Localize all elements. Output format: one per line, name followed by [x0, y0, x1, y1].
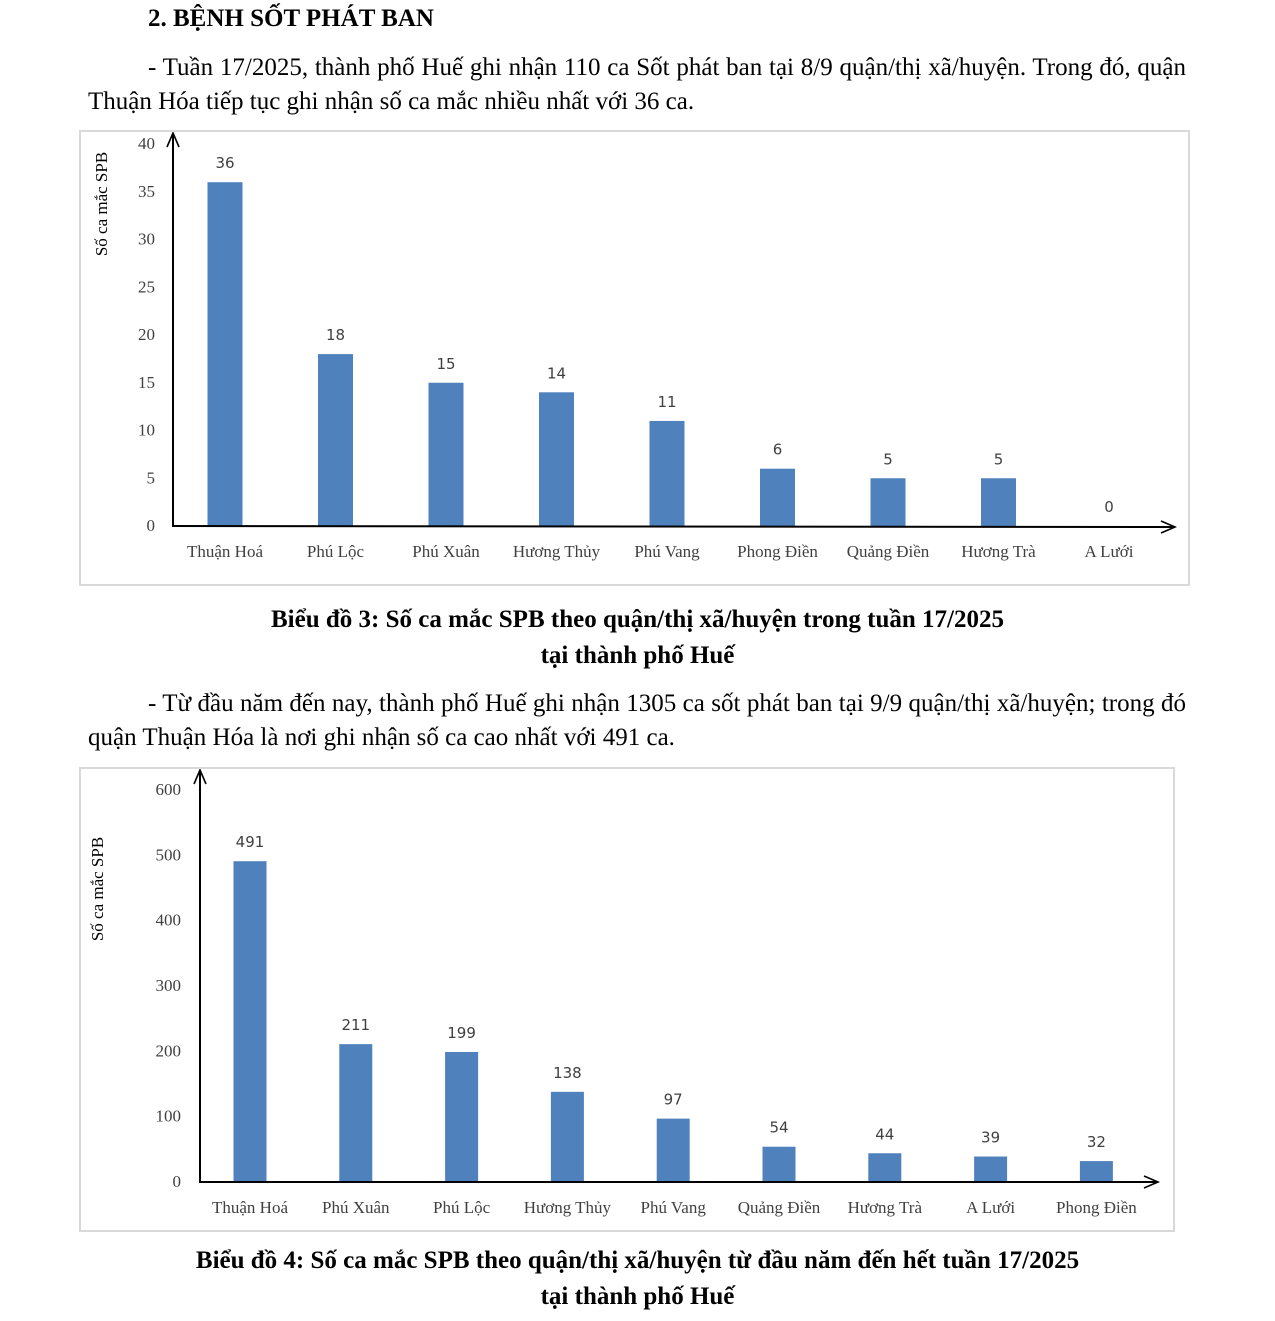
- bar: [539, 392, 574, 526]
- bar: [650, 421, 685, 526]
- y-tick-label: 25: [138, 277, 155, 297]
- y-tick-label: 300: [155, 976, 181, 995]
- paragraph-weekly-summary: - Tuần 17/2025, thành phố Huế ghi nhận 110 ca Sốt phát ban tại 8/9 quận/thị xã/huyện. Trong đó, quận Thuận Hóa tiếp tục ghi nhận số ca mắc nhiều nhất với 36 ca.: [88, 54, 1186, 115]
- bar: [339, 1044, 372, 1182]
- y-tick-label: 10: [138, 420, 155, 440]
- y-tick-label: 200: [155, 1041, 181, 1061]
- chart-weekly-svg: [81, 132, 1188, 584]
- section-heading: 2. BỆNH SỐT PHÁT BAN: [148, 5, 434, 32]
- data-label: 138: [553, 1063, 582, 1082]
- y-tick-label: 20: [138, 325, 155, 344]
- bar: [445, 1052, 478, 1182]
- x-tick-label: Phú Vang: [640, 1198, 706, 1217]
- data-label: 14: [546, 364, 567, 383]
- x-tick-label: Thuận Hoá: [186, 542, 264, 561]
- bar: [208, 182, 243, 526]
- bar: [871, 478, 906, 526]
- x-tick-label: Phú Vang: [634, 542, 700, 561]
- y-tick-label: 600: [155, 780, 181, 799]
- x-tick-label: Phú Lộc: [433, 1198, 491, 1217]
- bar: [763, 1147, 796, 1182]
- data-label: 44: [875, 1125, 895, 1144]
- data-label: 15: [436, 354, 456, 373]
- x-tick-label: A Lưới: [966, 1198, 1016, 1217]
- data-label: 11: [657, 392, 677, 411]
- y-tick-label: 400: [155, 910, 181, 930]
- chart-weekly-cases: [79, 130, 1190, 586]
- data-label: 199: [447, 1023, 476, 1042]
- y-tick-label: 5: [146, 468, 155, 488]
- data-label: 32: [1086, 1133, 1106, 1152]
- y-tick-label: 0: [172, 1172, 181, 1191]
- chart-ytd-caption: [0, 1243, 1275, 1315]
- y-axis-label: Số ca mắc SPB: [92, 151, 111, 257]
- y-tick-label: 30: [138, 229, 155, 249]
- bar: [974, 1157, 1007, 1182]
- caption-line-2: tại thành phố Huế: [540, 642, 735, 669]
- x-tick-label: A Lưới: [1084, 542, 1134, 561]
- x-tick-label: Phú Xuân: [322, 1198, 390, 1217]
- y-tick-label: 15: [138, 372, 155, 392]
- y-tick-label: 100: [155, 1106, 181, 1126]
- data-label: 5: [883, 450, 893, 469]
- x-tick-label: Quảng Điền: [737, 1198, 821, 1217]
- paragraph-ytd-summary: - Từ đầu năm đến nay, thành phố Huế ghi nhận 1305 ca sốt phát ban tại 9/9 quận/thị xã/huyện; trong đó quận Thuận Hóa là nơi ghi nhận số ca cao nhất với 491 ca.: [88, 690, 1186, 751]
- y-axis-label: Số ca mắc SPB: [88, 836, 107, 942]
- data-label: 18: [325, 326, 346, 345]
- x-axis: [172, 526, 1173, 527]
- bar: [429, 383, 464, 526]
- x-tick-label: Phong Điền: [1056, 1198, 1137, 1217]
- y-tick-label: 40: [138, 134, 155, 153]
- bar: [981, 478, 1016, 526]
- bar: [234, 861, 267, 1182]
- bar: [318, 354, 353, 526]
- bar: [1080, 1161, 1113, 1182]
- chart-ytd-cases: [79, 767, 1175, 1232]
- data-label: 0: [1104, 498, 1114, 516]
- x-tick-label: Phú Lộc: [306, 542, 365, 561]
- x-tick-label: Phong Điền: [737, 542, 818, 561]
- y-tick-label: 35: [138, 181, 155, 201]
- chart-weekly-caption: [0, 602, 1275, 674]
- bar: [868, 1153, 901, 1182]
- data-label: 54: [769, 1118, 789, 1137]
- caption-line-1: Biểu đồ 3: Số ca mắc SPB theo quận/thị xã/huyện trong tuần 17/2025: [271, 606, 1004, 633]
- x-tick-label: Quảng Điền: [846, 542, 930, 561]
- chart-ytd-svg: [81, 769, 1173, 1230]
- x-tick-label: Phú Xuân: [412, 542, 480, 561]
- y-tick-label: 0: [146, 516, 155, 535]
- y-tick-label: 500: [155, 845, 181, 865]
- x-tick-label: Hương Thủy: [523, 1198, 612, 1217]
- bar: [551, 1092, 584, 1182]
- data-label: 491: [235, 833, 265, 852]
- x-tick-label: Hương Thủy: [512, 542, 601, 561]
- bar: [657, 1119, 690, 1182]
- caption-line-1: Biểu đồ 4: Số ca mắc SPB theo quận/thị xã/huyện từ đầu năm đến hết tuần 17/2025: [195, 1247, 1080, 1274]
- bar: [760, 469, 795, 526]
- x-tick-label: Hương Trà: [961, 542, 1036, 561]
- data-label: 211: [341, 1016, 371, 1035]
- data-label: 5: [993, 450, 1004, 469]
- caption-line-2: tại thành phố Huế: [540, 1283, 735, 1310]
- data-label: 6: [772, 440, 783, 459]
- data-label: 39: [981, 1128, 1001, 1147]
- data-label: 36: [215, 154, 235, 173]
- x-tick-label: Hương Trà: [847, 1198, 923, 1217]
- x-tick-label: Thuận Hoá: [211, 1198, 289, 1217]
- data-label: 97: [663, 1090, 683, 1109]
